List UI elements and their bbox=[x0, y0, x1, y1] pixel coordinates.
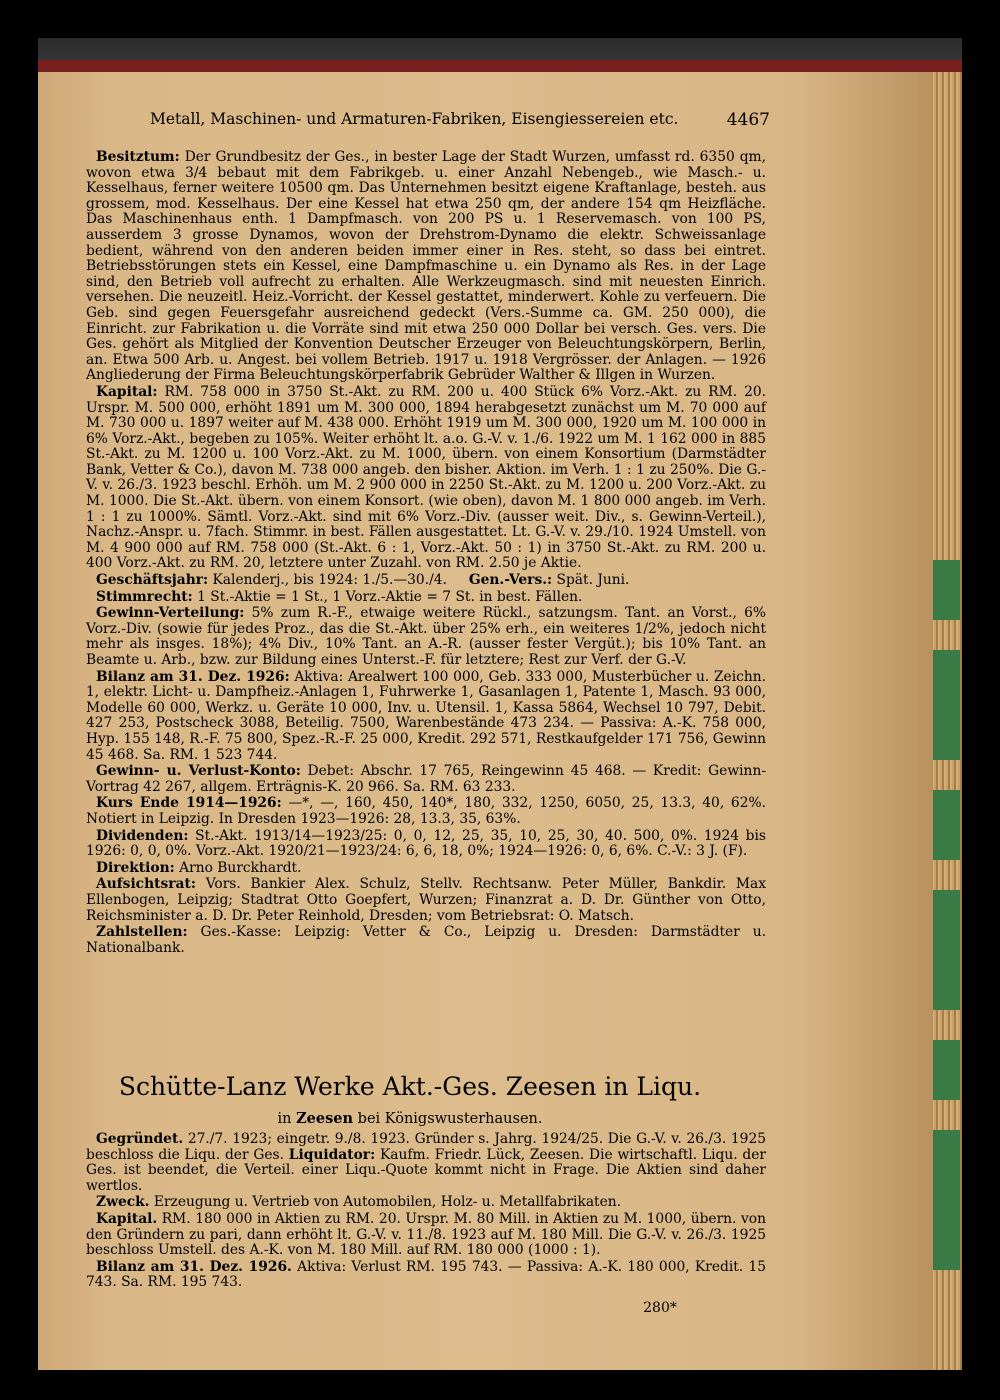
label-zahlstellen: Zahlstellen: bbox=[96, 924, 188, 941]
text-bilanz-2: Aktiva: Verlust RM. 195 743. — Passiva: A.-K. 180 000, Kredit. 15 743. Sa. RM. 195 743. bbox=[86, 1258, 766, 1291]
label-kapital-2: Kapital. bbox=[96, 1210, 158, 1227]
text-gegruendet: 27./7. 1923; eingetr. 9./8. 1923. Gründer s. Jahrg. 1924/25. Die G.-V. v. 26./3. 1925 beschloss die Liqu. der Ges. bbox=[86, 1131, 766, 1163]
section-gegruendet bbox=[86, 1132, 766, 1194]
text-aufsichtsrat: Vors. Bankier Alex. Schulz, Stellv. Rechtsanw. Peter Müller, Bankdir. Max Ellenbogen, Leipzig; Stadtrat Otto Goepfert, Wurzen; Finanzrat a. D. Dr. Günther von Otto, Reichsminister a. D. Dr. Peter Reinhold, Dresden; vom Betriebsrat: O. Matsch. bbox=[86, 876, 766, 924]
text-bilanz: Aktiva: Arealwert 100 000, Geb. 333 000, Musterbücher u. Zeichn. 1, elektr. Licht- u. Dampfheiz.-Anlagen 1, Fuhrwerke 1, Gasanlagen 1, Patente 1, Masch. 93 000, Modelle 60 000, Werkz. u. Geräte 10 000, Inv. u. Utensil. 1, Kassa 5864, Wechsel 10 797, Debit. 427 253, Postscheck 3088, Beteilig. 7500, Warenbestände 473 234. — Passiva: A.-K. 758 000, Hyp. 155 148, R.-F. 75 800, Spez.-R.-F. 25 000, Kredit. 292 571, Restkaufgelder 171 756, Gewinn 45 468. Sa. RM. 1 523 744. bbox=[86, 668, 767, 763]
company-2-subtitle bbox=[110, 1110, 710, 1127]
text-kapital-2: RM. 180 000 in Aktien zu RM. 20. Urspr. M. 80 Mill. in Aktien zu M. 1000, übern. von den Gründern zu pari, dann erhöht lt. G.-V. v. 11./8. 1923 auf M. 180 Mill. Die G.-V. v. 26./3. 1925 beschloss Umstell. des A.-K. von M. 180 Mill. auf RM. 180 000 (1000 : 1). bbox=[86, 1210, 766, 1259]
label-direktion: Direktion: bbox=[96, 859, 175, 876]
section-guv bbox=[86, 764, 766, 795]
label-kurs: Kurs Ende 1914—1926: bbox=[96, 795, 282, 812]
section-bilanz-2 bbox=[86, 1260, 766, 1291]
label-bilanz-2: Bilanz am 31. Dez. 1926. bbox=[96, 1258, 292, 1275]
label-kapital: Kapital: bbox=[96, 383, 158, 400]
label-geschaeftsjahr: Geschäftsjahr: bbox=[96, 572, 209, 589]
section-besitztum bbox=[86, 150, 766, 384]
section-direktion bbox=[86, 861, 766, 877]
text-direktion: Arno Burckhardt. bbox=[179, 859, 302, 876]
label-gewinn: Gewinn-Verteilung: bbox=[96, 605, 245, 622]
label-genvers: Gen.-Vers.: bbox=[468, 572, 553, 589]
label-gegruendet: Gegründet. bbox=[96, 1131, 184, 1147]
label-besitztum: Besitztum: bbox=[96, 149, 180, 165]
text-guv: Debet: Abschr. 17 765, Reingewinn 45 468. — Kredit: Gewinn-Vortrag 42 267, allgem. Erträgnis-K. 20 966. Sa. RM. 63 233. bbox=[86, 763, 766, 795]
text-dividenden: St.-Akt. 1913/14—1923/25: 0, 0, 12, 25, 35, 10, 25, 30, 40. 500, 0%. 1924 bis 1926: 0, 0, 0%. Vorz.-Akt. 1920/21—1923/24: 6, 6, 18, 0%; 1924—1926: 0, 6, 6%. C.-V.: 3 J. (F). bbox=[86, 827, 766, 860]
label-stimmrecht: Stimmrecht: bbox=[96, 588, 193, 605]
header-title: Metall, Maschinen- und Armaturen-Fabriken, Eisengiessereien etc. bbox=[150, 110, 679, 128]
section-kapital bbox=[86, 385, 766, 572]
text-gewinn: 5% zum R.-F., etwaige weitere Rückl., satzungsm. Tant. an Vorst., 6% Vorz.-Div. (sowie für jedes Proz., das die St.-Akt. über 25% erh., ein weiteres 1/2%, jedoch nicht mehr als insges. 18%); 4% Div., 10% Tant. an A.-R. (ausser fester Vergüt.); bis 10% Tant. an Beamte u. Arb., bzw. zur Bildung eines Unterst.-F. für letztere; Rest zur Verf. der G.-V. bbox=[86, 605, 766, 668]
text-stimmrecht: 1 St.-Aktie = 1 St., 1 Vorz.-Aktie = 7 St. in best. Fällen. bbox=[197, 588, 583, 605]
text-kapital: RM. 758 000 in 3750 St.-Akt. zu RM. 200 u. 400 Stück 6% Vorz.-Akt. zu RM. 20. Urspr. M. 500 000, erhöht 1891 um M. 300 000, 1894 herabgesetzt zunächst um M. 70 000 auf M. 730 000 u. 1897 weiter auf M. 438 000. Erhöht 1919 um M. 300 000, 1920 um M. 100 000 in 6% Vorz.-Akt., begeben zu 105%. Weiter erhöht lt. a.o. G.-V. v. 1./6. 1922 um M. 1 162 000 in 885 St.-Akt. zu M. 1200 u. 100 Vorz.-Akt. zu M. 1000, übern. von einem Konsortium (Darmstädter Bank, Vetter & Co.), davon M. 738 000 angeb. den bisher. Aktion. im Verh. 1 : 1 zu 250%. Die G.-V. v. 26./3. 1923 beschl. Erhöh. um M. 2 900 000 in 2250 St.-Akt. zu M. 1200 u. 200 Vorz.-Akt. zu M. 1000. Die St.-Akt. übern. von einem Konsort. (wie oben), davon M. 1 800 000 angeb. im Verh. 1 : 1 zu 1000%. Sämtl. Vorz.-Akt. sind mit 6% Vorz.-Div. (ausser weit. Div., s. Gewinn-Verteil.), Nachz.-Anspr. u. 7fach. Stimmr. in best. Fällen ausgestattet. Lt. G.-V. v. 29./10. 1924 Umstell. von M. 4 900 000 auf RM. 758 000 (St.-Akt. 6 : 1, Vorz.-Akt. 50 : 1) in 3750 St.-Akt. zu RM. 200 u. 400 Vorz.-Akt. zu RM. 20, letztere unter Zuzahl. von RM. 2.50 je Aktie. bbox=[86, 383, 767, 572]
section-aufsichtsrat bbox=[86, 877, 766, 924]
subtitle-place: Zeesen bbox=[296, 1110, 354, 1127]
section-gewinn bbox=[86, 606, 766, 668]
section-kurs bbox=[86, 796, 766, 827]
label-liquidator: Liquidator: bbox=[288, 1146, 376, 1163]
subtitle-post: bei Königswusterhausen. bbox=[357, 1111, 543, 1127]
section-dividenden bbox=[86, 829, 766, 860]
printer-signature: 280* bbox=[643, 1300, 677, 1316]
company-entry-2 bbox=[86, 1132, 766, 1292]
label-guv: Gewinn- u. Verlust-Konto: bbox=[96, 763, 301, 780]
text-kurs: —*, —, 160, 450, 140*, 180, 332, 1250, 6050, 25, 13.3, 40, 62%. Notiert in Leipzig. In Dresden 1923—1926: 28, 13.3, 35, 63%. bbox=[86, 795, 766, 827]
section-kapital-2 bbox=[86, 1212, 766, 1259]
section-stimmrecht bbox=[86, 590, 766, 606]
section-geschaeftsjahr bbox=[86, 573, 766, 589]
section-bilanz bbox=[86, 670, 766, 764]
label-dividenden: Dividenden: bbox=[96, 827, 189, 844]
section-zahlstellen bbox=[86, 925, 766, 956]
company-2-title: Schütte-Lanz Werke Akt.-Ges. Zeesen in Liqu. bbox=[118, 1072, 702, 1101]
text-geschaeftsjahr: Kalenderj., bis 1924: 1./5.—30./4. bbox=[212, 572, 447, 589]
text-besitztum: Der Grundbesitz der Ges., in bester Lage der Stadt Wurzen, umfasst rd. 6350 qm, wovon etwa 3/4 bebaut mit dem Fabrikgeb. u. einer Anzahl Nebengeb., wie Masch.- u. Kesselhaus, ferner weitere 10500 qm. Das Unternehmen besitzt eigene Kraftanlage, besteh. aus grossem, mod. Kesselhaus. Der eine Kessel hat etwa 250 qm, der andere 154 qm Heizfläche. Das Maschinenhaus enth. 1 Dampfmasch. von 200 PS u. 1 Reservemasch. von 100 PS, ausserdem 3 grosse Dynamos, wovon der Drehstrom-Dynamo die elektr. Schweissanlage bedient, während von den anderen beiden immer einer in Res. steht, so dass bei eintret. Betriebsstörungen stets ein Kessel, eine Dampfmaschine u. ein Dynamo als Res. in der Lage sind, den Betrieb voll aufrecht zu erhalten. Alle Werkzeugmasch. sind mit neuesten Einrich. versehen. Die neuzeitl. Heiz.-Vorricht. der Kessel gestattet, minderwert. Kohle zu verfeuern. Die Geb. sind gegen Feuersgefahr ausreichend gedeckt (Vers.-Summe ca. GM. 250 000), die Einricht. zur Fabrikation u. die Vorräte sind mit etwa 250 000 Dollar bei versch. Ges. vers. Die Ges. gehört als Mitglied der Konvention Deutscher Erzeuger von Beleuchtungskörpern, Berlin, an. Etwa 500 Arb. u. Angest. bei vollem Betrieb. 1917 u. 1918 Vergrösser. der Anlagen. — 1926 Angliederung der Firma Beleuchtungskörperfabrik Gebrüder Walther & Illgen in Wurzen. bbox=[86, 149, 766, 384]
text-zweck: Erzeugung u. Vertrieb von Automobilen, Holz- u. Metallfabrikaten. bbox=[153, 1194, 622, 1211]
text-liquidator: Kaufm. Friedr. Lück, Zeesen. Die wirtschaftl. Liqu. der Ges. ist beendet, die Verteil. einer Liqu.-Quote kommt nicht in Frage. Die Aktien sind daher wertlos. bbox=[86, 1146, 766, 1194]
subtitle-pre: in bbox=[277, 1111, 292, 1127]
label-zweck: Zweck. bbox=[96, 1194, 150, 1211]
section-zweck bbox=[86, 1195, 766, 1211]
text-zahlstellen: Ges.-Kasse: Leipzig: Vetter & Co., Leipzig u. Dresden: Darmstädter u. Nationalbank. bbox=[86, 924, 767, 956]
label-aufsichtsrat: Aufsichtsrat: bbox=[96, 876, 196, 893]
company-entry-1 bbox=[86, 150, 766, 957]
text-genvers: Spät. Juni. bbox=[556, 572, 630, 589]
running-header bbox=[150, 110, 770, 132]
label-bilanz: Bilanz am 31. Dez. 1926: bbox=[96, 668, 290, 685]
page-number: 4467 bbox=[726, 110, 770, 130]
